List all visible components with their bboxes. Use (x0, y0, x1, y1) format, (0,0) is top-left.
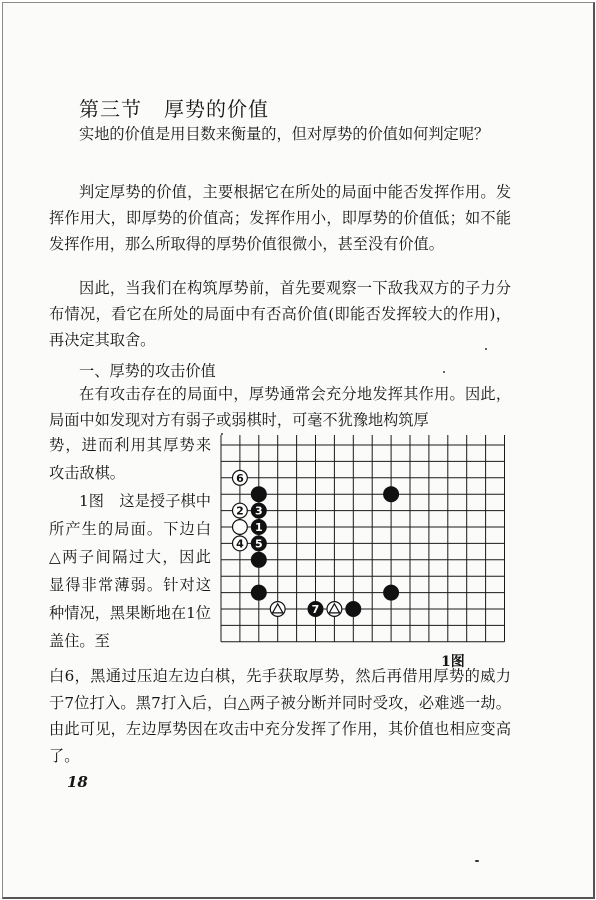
page-number: 18 (67, 773, 88, 791)
paragraph-observe: 因此，当我们在构筑厚势前，首先要观察一下敌我双方的子力分布情况，看它在所处的局面中有否高价值(即能否发挥较大的作用)，再决定其取舍。 (49, 279, 511, 349)
section-title: 厚势的价值 (164, 97, 269, 121)
black-stone (251, 487, 266, 502)
stone-move-number: 7 (311, 603, 320, 616)
black-stone (346, 602, 361, 617)
black-stone (384, 585, 399, 600)
stone-move-number: 2 (236, 504, 244, 518)
stone-move-number: 6 (236, 471, 244, 485)
go-board (215, 433, 515, 673)
black-stone (384, 487, 399, 502)
black-stone (251, 552, 266, 567)
subsection-heading: 一、厚势的攻击价值 (79, 362, 216, 380)
figure-label: 1图 (441, 654, 465, 670)
white-stone (233, 520, 248, 535)
stone-move-number: 4 (236, 537, 244, 551)
speck (485, 348, 487, 350)
go-board-figure (215, 433, 515, 673)
paragraph-attack: 在有攻击存在的局面中，厚势通常会充分地发挥其作用。因此，局面中如发现对方有弱子或弱棋时，可毫不犹豫地构筑厚 (49, 385, 511, 429)
speck (221, 433, 223, 435)
paragraph-intro: 实地的价值是用目数来衡量的，但对厚势的价值如何判定呢？ (79, 125, 490, 143)
paragraph-continuation: 白6，黑通过压迫左边白棋，先手获取厚势，然后再借用厚势的威力于7位打入。黑7打入后，白△两子被分断并同时受攻，必难逃一劫。由此可见，左边厚势因在攻击中充分发挥了作用，其价值也相应变高了。 (49, 667, 511, 765)
black-stone (251, 585, 266, 600)
stone-move-number: 1 (254, 521, 263, 534)
side-text-2: 1图 这是授子棋中所产生的局面。下边白△两子间隔过大，因此显得非常薄弱。针对这种情况，黑果断地在1位盖住。至 (49, 492, 211, 650)
paragraph-judgement: 判定厚势的价值，主要根据它在所处的局面中能否发挥作用。发挥作用大，即厚势的价值高；发挥作用小，即厚势的价值低；如不能发挥作用，那么所取得的厚势价值很微小，甚至没有价值。 (49, 183, 511, 253)
speck (475, 860, 479, 862)
section-heading (79, 93, 269, 122)
book-page (2, 2, 595, 899)
section-number: 第三节 (79, 97, 142, 121)
speck (443, 371, 445, 373)
stone-move-number: 5 (254, 537, 263, 551)
stone-move-number: 3 (254, 504, 263, 518)
side-text-1: 势，进而利用其厚势来攻击敌棋。 (49, 436, 211, 482)
